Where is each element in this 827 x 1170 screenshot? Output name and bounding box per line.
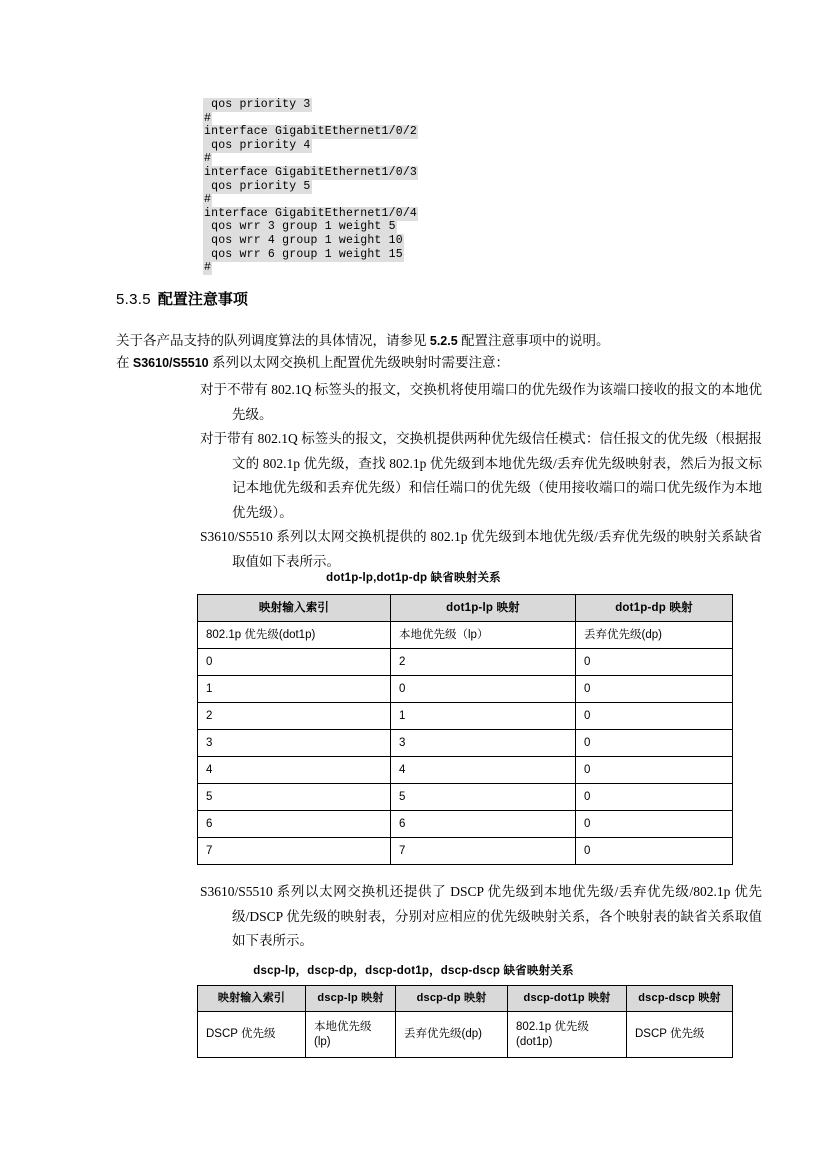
table-cell: 0 — [576, 811, 733, 838]
table-cell: 2 — [198, 703, 391, 730]
table-row — [198, 703, 733, 730]
table-cell: 802.1p 优先级(dot1p) — [198, 622, 391, 649]
table-cell: 0 — [576, 676, 733, 703]
table-cell: 1 — [198, 676, 391, 703]
code-line: interface GigabitEthernet1/0/2 — [204, 125, 418, 139]
code-line: # — [204, 111, 212, 125]
table-cell: 7 — [391, 838, 576, 865]
table-cell: 0 — [576, 784, 733, 811]
table-cell: 4 — [198, 757, 391, 784]
table-cell: 7 — [198, 838, 391, 865]
code-line: qos wrr 6 group 1 weight 15 — [204, 247, 403, 261]
table-subheader-row — [198, 622, 733, 649]
table-header-row — [198, 986, 733, 1012]
table-cell: 0 — [576, 703, 733, 730]
code-line: # — [204, 193, 212, 207]
note-item-4: S3610/S5510 系列以太网交换机还提供了 DSCP 优先级到本地优先级/丢弃优先级/802.1p 优先级/DSCP 优先级的映射表，分别对应相应的优先级映射关系，各个映射表的缺省关系取值如下表所示。 — [200, 884, 762, 948]
table-cell: 3 — [391, 730, 576, 757]
code-line: # — [204, 261, 212, 275]
table-cell: 1 — [391, 703, 576, 730]
intro-2-model: S3610/S5510 — [132, 356, 209, 370]
table-cell: 丢弃优先级(dp) — [396, 1012, 508, 1058]
table-cell: DSCP 优先级 — [198, 1012, 306, 1058]
column-header: dot1p-lp 映射 — [391, 595, 576, 622]
table-row — [198, 1012, 733, 1058]
section-title: 配置注意事项 — [157, 291, 248, 308]
code-line: qos wrr 4 group 1 weight 10 — [204, 233, 403, 247]
intro-2-post: 系列以太网交换机上配置优先级映射时需要注意： — [208, 355, 510, 370]
table-cell: 0 — [198, 649, 391, 676]
cli-code-block — [203, 98, 418, 275]
column-header: dscp-lp 映射 — [306, 986, 396, 1012]
table-cell: 本地优先级（lp） — [391, 622, 576, 649]
intro-paragraph-2 — [116, 352, 509, 374]
intro-1-pre: 关于各产品支持的队列调度算法的具体情况，请参见 — [116, 333, 430, 348]
table-row — [198, 811, 733, 838]
column-header: 映射输入索引 — [198, 986, 306, 1012]
table-cell: 802.1p 优先级(dot1p) — [508, 1012, 627, 1058]
column-header: dscp-dscp 映射 — [627, 986, 733, 1012]
intro-1-ref: 5.2.5 — [429, 334, 458, 348]
column-header: dscp-dp 映射 — [396, 986, 508, 1012]
note-item-2: 对于带有 802.1Q 标签头的报文，交换机提供两种优先级信任模式：信任报文的优先级（根据报文的 802.1p 优先级，查找 802.1p 优先级到本地优先级/丢弃优先级映射表，然后为报文标记本地优先级和丢弃优先级）和信任端口的优先级（使用接收端口的端口优先级作为本地优先级）。 — [200, 431, 762, 520]
column-header: dscp-dot1p 映射 — [508, 986, 627, 1012]
code-line: qos priority 4 — [204, 138, 311, 152]
code-line: qos priority 5 — [204, 179, 311, 193]
table-row — [198, 757, 733, 784]
section-heading — [116, 290, 248, 310]
table-dot1p-caption: dot1p-lp,dot1p-dp 缺省映射关系 — [326, 572, 501, 584]
table-cell: 6 — [391, 811, 576, 838]
table-cell: 丢弃优先级(dp) — [576, 622, 733, 649]
table-cell: 5 — [198, 784, 391, 811]
note-item-1: 对于不带有 802.1Q 标签头的报文，交换机将使用端口的优先级作为该端口接收的报文的本地优先级。 — [200, 382, 762, 422]
code-line: interface GigabitEthernet1/0/3 — [204, 165, 418, 179]
code-line: # — [204, 152, 212, 166]
table-cell: 2 — [391, 649, 576, 676]
table-cell: 0 — [576, 730, 733, 757]
table-row — [198, 838, 733, 865]
code-line: qos priority 3 — [204, 98, 311, 111]
table-cell: 0 — [576, 838, 733, 865]
table-row — [198, 730, 733, 757]
table-cell: 本地优先级(lp) — [306, 1012, 396, 1058]
table-cell: 0 — [576, 757, 733, 784]
table-cell: 5 — [391, 784, 576, 811]
code-line: qos wrr 3 group 1 weight 5 — [204, 220, 396, 234]
table-cell: 0 — [391, 676, 576, 703]
column-header: dot1p-dp 映射 — [576, 595, 733, 622]
table-cell: 4 — [391, 757, 576, 784]
intro-2-pre: 在 — [116, 355, 133, 370]
table-cell: 0 — [576, 649, 733, 676]
dscp-mapping-table — [197, 985, 733, 1058]
intro-paragraph-1 — [116, 330, 610, 352]
note-item-3: S3610/S5510 系列以太网交换机提供的 802.1p 优先级到本地优先级/丢弃优先级的映射关系缺省取值如下表所示。 — [200, 529, 762, 569]
table-cell: DSCP 优先级 — [627, 1012, 733, 1058]
section-number: 5.3.5 — [116, 291, 151, 308]
dot1p-mapping-table — [197, 594, 733, 865]
table-row — [198, 784, 733, 811]
table-row — [198, 676, 733, 703]
table-header-row — [198, 595, 733, 622]
table-row — [198, 649, 733, 676]
code-line: interface GigabitEthernet1/0/4 — [204, 206, 418, 220]
table-cell: 6 — [198, 811, 391, 838]
table-cell: 3 — [198, 730, 391, 757]
column-header: 映射输入索引 — [198, 595, 391, 622]
intro-1-post: 配置注意事项中的说明。 — [457, 333, 610, 348]
table-dscp-caption: dscp-lp，dscp-dp，dscp-dot1p，dscp-dscp 缺省映射关系 — [253, 965, 574, 977]
